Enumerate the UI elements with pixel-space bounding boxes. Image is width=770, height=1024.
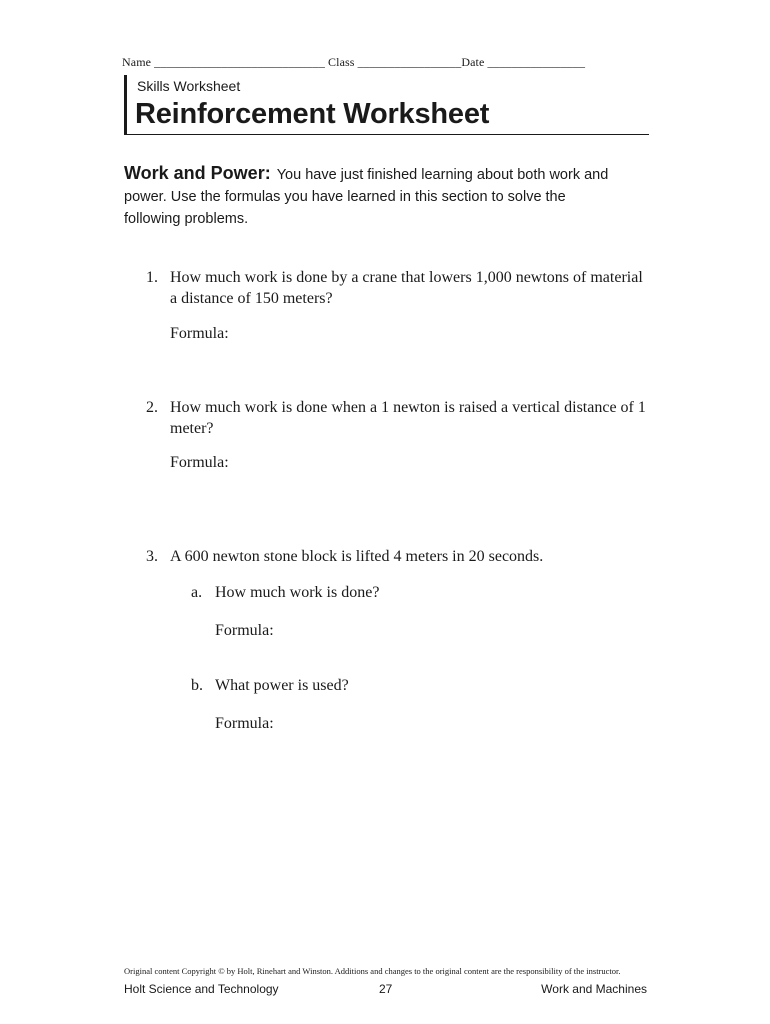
question-3-number: 3. bbox=[146, 548, 158, 565]
question-3a-text: How much work is done? bbox=[215, 584, 380, 601]
question-3a-letter: a. bbox=[191, 584, 203, 601]
footer-page-number: 27 bbox=[379, 982, 393, 996]
question-3b-formula: Formula: bbox=[215, 715, 274, 732]
title-side-bar bbox=[124, 75, 127, 135]
footer-book-title: Holt Science and Technology bbox=[124, 982, 279, 996]
question-1-text bbox=[170, 267, 650, 309]
title-underline bbox=[124, 134, 649, 135]
question-3a bbox=[191, 584, 491, 606]
question-2 bbox=[146, 397, 650, 441]
question-2-number: 2. bbox=[146, 399, 158, 416]
copyright-notice: Original content Copyright © by Holt, Rinehart and Winston. Additions and changes to the original content are the responsibility of the instructor. bbox=[124, 966, 621, 976]
question-3 bbox=[146, 546, 650, 568]
intro-lead: Work and Power: bbox=[124, 163, 271, 183]
question-2-formula: Formula: bbox=[170, 454, 229, 471]
intro-line-2: power. Use the formulas you have learned in this section to solve the bbox=[124, 189, 566, 205]
question-3b-text: What power is used? bbox=[215, 677, 349, 694]
page-title: Reinforcement Worksheet bbox=[135, 98, 490, 130]
question-3a-formula: Formula: bbox=[215, 622, 274, 639]
footer-chapter-title: Work and Machines bbox=[541, 982, 647, 996]
question-3b bbox=[191, 677, 491, 699]
intro-paragraph bbox=[124, 162, 649, 230]
question-1-formula: Formula: bbox=[170, 325, 229, 342]
question-1-number: 1. bbox=[146, 269, 158, 286]
question-2-line-1: How much work is done when a 1 newton is raised a vertical distance of 1 bbox=[170, 399, 646, 416]
question-2-line-2: meter? bbox=[170, 420, 214, 437]
intro-line-1: You have just finished learning about both work and bbox=[276, 167, 609, 183]
name-class-date-line: Name ____________________________ Class _________________Date ________________ bbox=[122, 55, 586, 69]
question-1-line-2: a distance of 150 meters? bbox=[170, 290, 333, 307]
question-1 bbox=[146, 267, 650, 311]
skills-worksheet-label: Skills Worksheet bbox=[137, 78, 241, 94]
question-2-text bbox=[170, 397, 650, 439]
question-3-text: A 600 newton stone block is lifted 4 meters in 20 seconds. bbox=[170, 548, 544, 565]
question-3b-letter: b. bbox=[191, 677, 203, 694]
intro-line-3: following problems. bbox=[124, 211, 249, 227]
question-1-line-1: How much work is done by a crane that lowers 1,000 newtons of material bbox=[170, 269, 643, 286]
